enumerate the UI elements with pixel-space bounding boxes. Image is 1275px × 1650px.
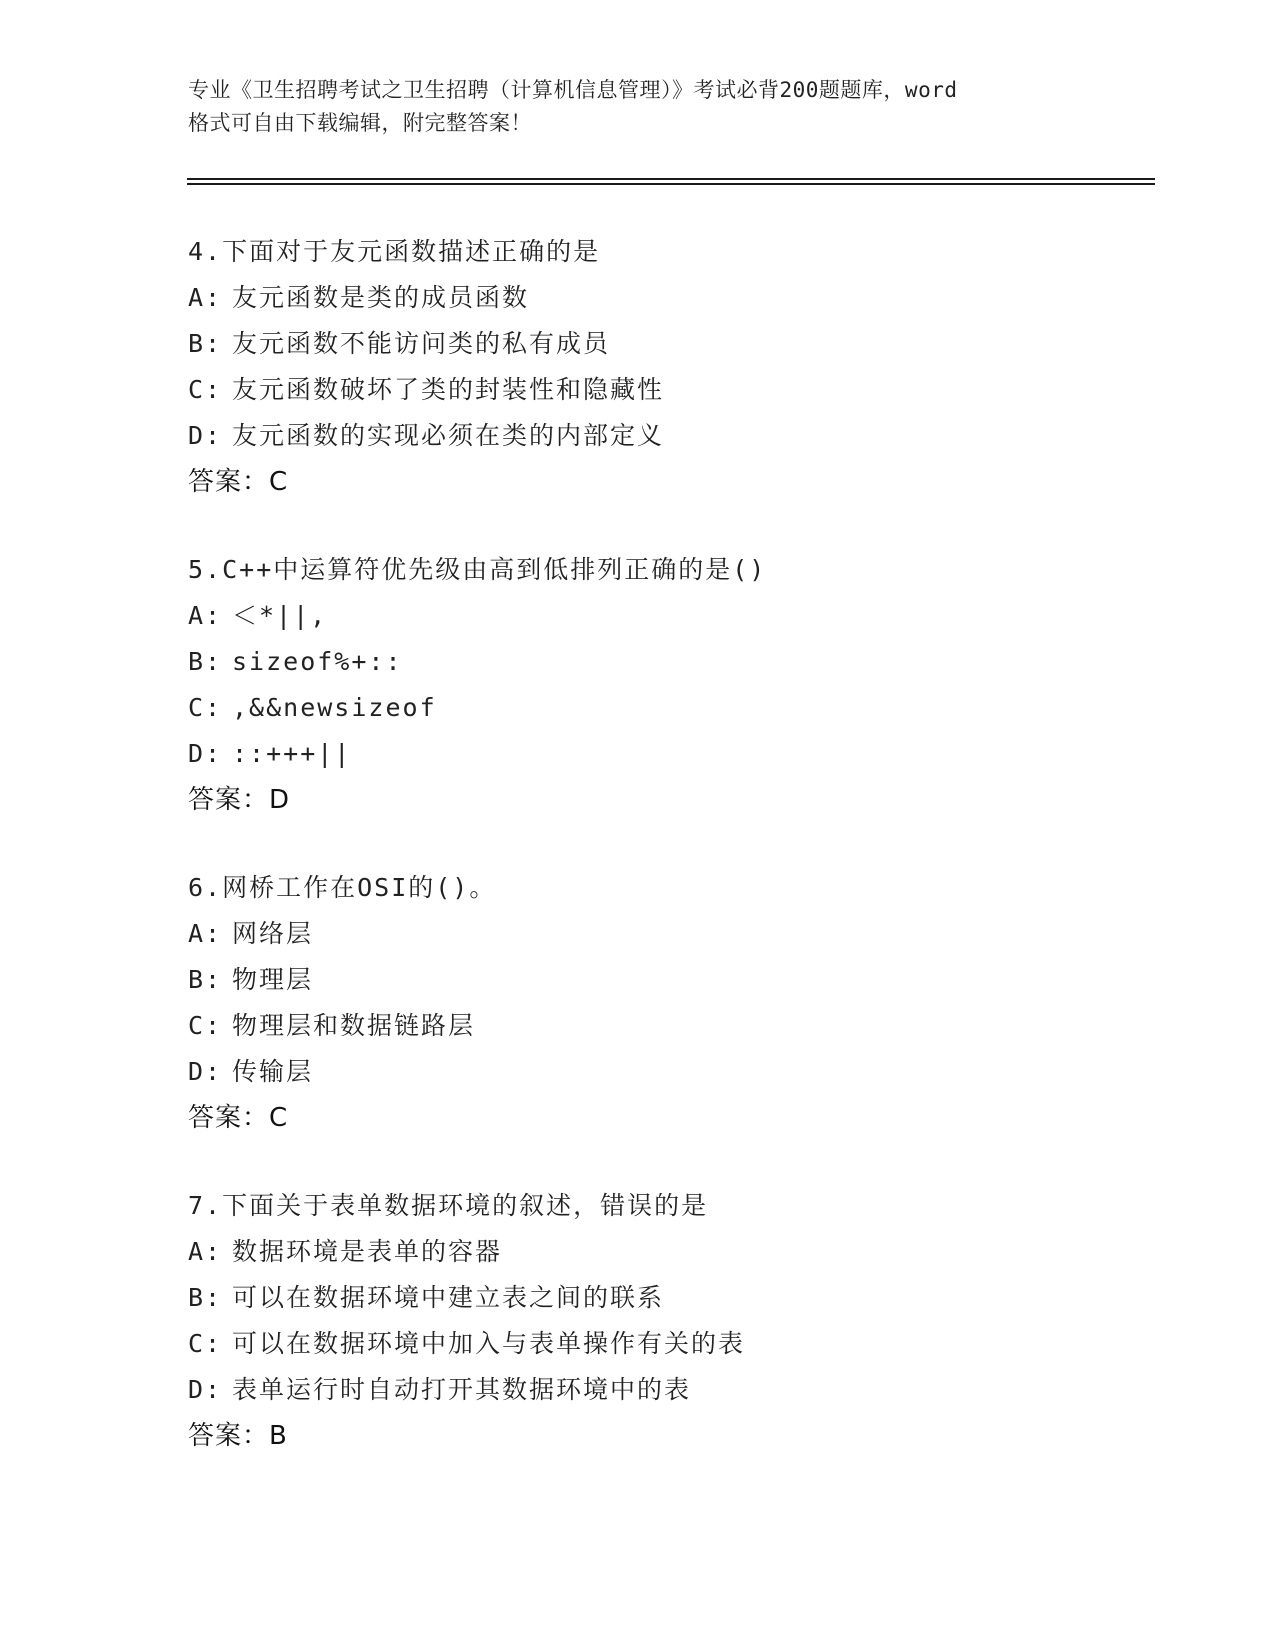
option-d	[188, 1049, 1148, 1095]
question-stem: 7.下面关于表单数据环境的叙述，错误的是	[188, 1191, 709, 1220]
option-d	[188, 1367, 1148, 1413]
option-b	[188, 639, 1148, 685]
option-letter: C:	[188, 375, 223, 404]
question-stem: 5.C++中运算符优先级由高到低排列正确的是()	[188, 555, 767, 584]
option-text: sizeof%+::	[232, 647, 403, 676]
option-text: ,&&newsizeof	[232, 693, 437, 722]
option-b	[188, 957, 1148, 1003]
option-c	[188, 1321, 1148, 1367]
option-c	[188, 367, 1148, 413]
header-rule-bottom	[187, 183, 1155, 185]
option-letter: C:	[188, 1329, 223, 1358]
question-4	[188, 229, 1148, 505]
option-a	[188, 275, 1148, 321]
answer-label: 答案：D	[188, 785, 291, 815]
option-text: 数据环境是表单的容器	[232, 1237, 503, 1266]
option-text: 物理层和数据链路层	[232, 1011, 476, 1040]
answer-label: 答案：B	[188, 1421, 288, 1451]
answer-label: 答案：C	[188, 1103, 289, 1133]
option-letter: D:	[188, 1375, 223, 1404]
question-stem: 6.网桥工作在OSI的()。	[188, 873, 497, 902]
option-letter: B:	[188, 965, 223, 994]
option-text: 网络层	[232, 919, 314, 948]
option-c	[188, 685, 1148, 731]
question-5	[188, 547, 1148, 823]
option-letter: C:	[188, 693, 223, 722]
option-a	[188, 911, 1148, 957]
option-text: ::+++||	[232, 739, 352, 768]
option-letter: A:	[188, 283, 223, 312]
option-text: 可以在数据环境中建立表之间的联系	[232, 1283, 665, 1312]
option-text: 传输层	[232, 1057, 314, 1086]
option-b	[188, 1275, 1148, 1321]
option-letter: D:	[188, 1057, 223, 1086]
option-letter: D:	[188, 739, 223, 768]
option-text: 友元函数破坏了类的封装性和隐藏性	[232, 375, 665, 404]
option-text: 友元函数是类的成员函数	[232, 283, 530, 312]
option-text: 物理层	[232, 965, 314, 994]
option-letter: A:	[188, 601, 223, 630]
option-text: 友元函数不能访问类的私有成员	[232, 329, 611, 358]
question-stem: 4.下面对于友元函数描述正确的是	[188, 237, 601, 266]
option-d	[188, 731, 1148, 777]
option-d	[188, 413, 1148, 459]
option-c	[188, 1003, 1148, 1049]
option-text: ＜*||,	[232, 601, 328, 630]
document-header	[188, 74, 1088, 140]
header-line-1: 专业《卫生招聘考试之卫生招聘（计算机信息管理）》考试必背200题题库，word	[188, 78, 958, 102]
option-b	[188, 321, 1148, 367]
option-letter: B:	[188, 647, 223, 676]
option-text: 可以在数据环境中加入与表单操作有关的表	[232, 1329, 746, 1358]
answer-label: 答案：C	[188, 467, 289, 497]
option-letter: C:	[188, 1011, 223, 1040]
question-6	[188, 865, 1148, 1141]
option-letter: D:	[188, 421, 223, 450]
header-line-2: 格式可自由下载编辑，附完整答案！	[188, 111, 532, 135]
option-letter: A:	[188, 1237, 223, 1266]
option-text: 表单运行时自动打开其数据环境中的表	[232, 1375, 692, 1404]
option-a	[188, 1229, 1148, 1275]
question-7	[188, 1183, 1148, 1459]
header-rule-top	[187, 178, 1155, 180]
option-text: 友元函数的实现必须在类的内部定义	[232, 421, 665, 450]
option-a	[188, 593, 1148, 639]
option-letter: A:	[188, 919, 223, 948]
option-letter: B:	[188, 329, 223, 358]
option-letter: B:	[188, 1283, 223, 1312]
